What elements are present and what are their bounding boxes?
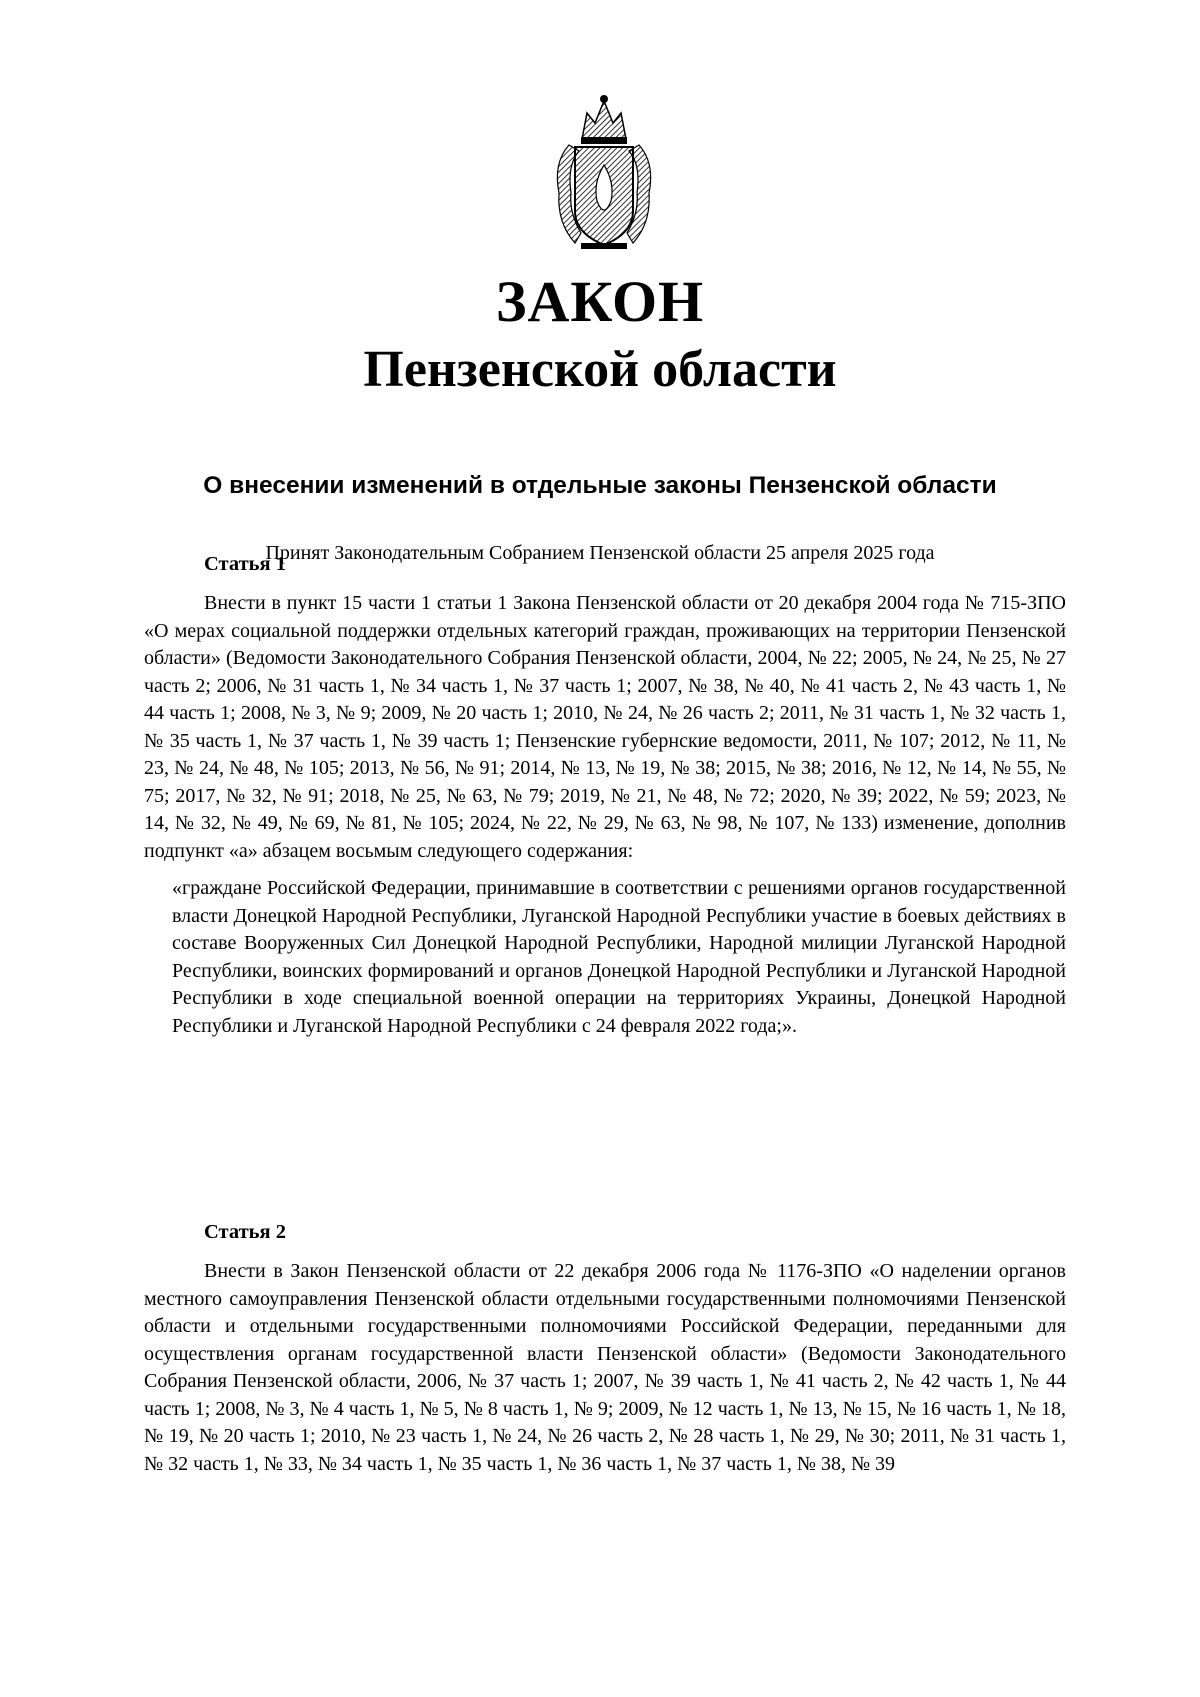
article-2-paragraph: Внести в Закон Пензенской области от 22 декабря 2006 года № 1176-ЗПО «О наделении органов местного самоуправления Пензенской области отдельными государственными полномочиями Пензенской области и отдельными государственными полномочиями Российской Федерации, переданными для осуществления органам государственной власти Пензенской области» (Ведомости Законодательного Собрания Пензенской области, 2006, № 37 часть 1; 2007, № 39 часть 1, № 41 часть 2, № 42 часть 1, № 44 часть 1; 2008, № 3, № 4 часть 1, № 5, № 8 часть 1, № 9; 2009, № 12 часть 1, № 13, № 15, № 16 часть 1, № 18, № 19, № 20 часть 1; 2010, № 23 часть 1, № 24, № 26 часть 2, № 28 часть 1, № 29, № 30; 2011, № 31 часть 1, № 32 часть 1, № 33, № 34 часть 1, № 35 часть 1, № 36 часть 1, № 37 часть 1, № 38, № 39 (144, 1260, 1066, 1475)
region-title: Пензенской области (363, 341, 837, 398)
article-1-paragraph: Внести в пункт 15 части 1 статьи 1 Закона Пензенской области от 20 декабря 2004 года № 715-ЗПО «О мерах социальной поддержки отдельных категорий граждан, проживающих на территории Пензенской области» (Ведомости Законодательного Собрания Пензенской области, 2004, № 22; 2005, № 24, № 25, № 27 часть 2; 2006, № 31 часть 1, № 34 часть 1, № 37 часть 1; 2007, № 38, № 40, № 41 часть 2, № 43 часть 1, № 44 часть 1; 2008, № 3, № 9; 2009, № 20 часть 1; 2010, № 24, № 26 часть 2; 2011, № 31 часть 1, № 32 часть 1, № 35 часть 1, № 37 часть 1, № 39 часть 1; Пензенские губернские ведомости, 2011, № 107; 2012, № 11, № 23, № 24, № 48, № 105; 2013, № 56, № 91; 2014, № 13, № 19, № 38; 2015, № 38; 2016, № 12, № 14, № 55, № 75; 2017, № 32, № 91; 2018, № 25, № 63, № 79; 2019, № 21, № 48, № 72; 2020, № 39; 2022, № 59; 2023, № 14, № 32, № 49, № 69, № 81, № 105; 2024, № 22, № 29, № 63, № 98, № 107, № 133) изменение, дополнив подпункт «а» абзацем восьмым следующего содержания: (144, 592, 1066, 862)
document-type-title: ЗАКОН (495, 269, 705, 334)
adoption-note: Принят Законодательным Собранием Пензенской области 25 апреля 2025 года (265, 542, 935, 564)
article-2-heading: Статья 2 (204, 1221, 286, 1243)
article-1-body (144, 590, 1066, 1040)
article-1-heading: Статья 1 (204, 553, 286, 575)
article-2-body (144, 1258, 1066, 1478)
penza-region-coat-of-arms-icon (541, 93, 667, 253)
law-subject-heading: О внесении изменений в отдельные законы Пензенской области (203, 472, 997, 499)
article-1-quoted-text: «граждане Российской Федерации, принимавшие в соответствии с решениями органов государственной власти Донецкой Народной Республики, Луганской Народной Республики участие в боевых действиях в составе Вооруженных Сил Донецкой Народной Республики, Народной милиции Луганской Народной Республики, воинских формирований и органов Донецкой Народной Республики и Луганской Народной Республики в ходе специальной военной операции на территориях Украины, Донецкой Народной Республики и Луганской Народной Республики с 24 февраля 2022 года;». (172, 877, 1066, 1037)
